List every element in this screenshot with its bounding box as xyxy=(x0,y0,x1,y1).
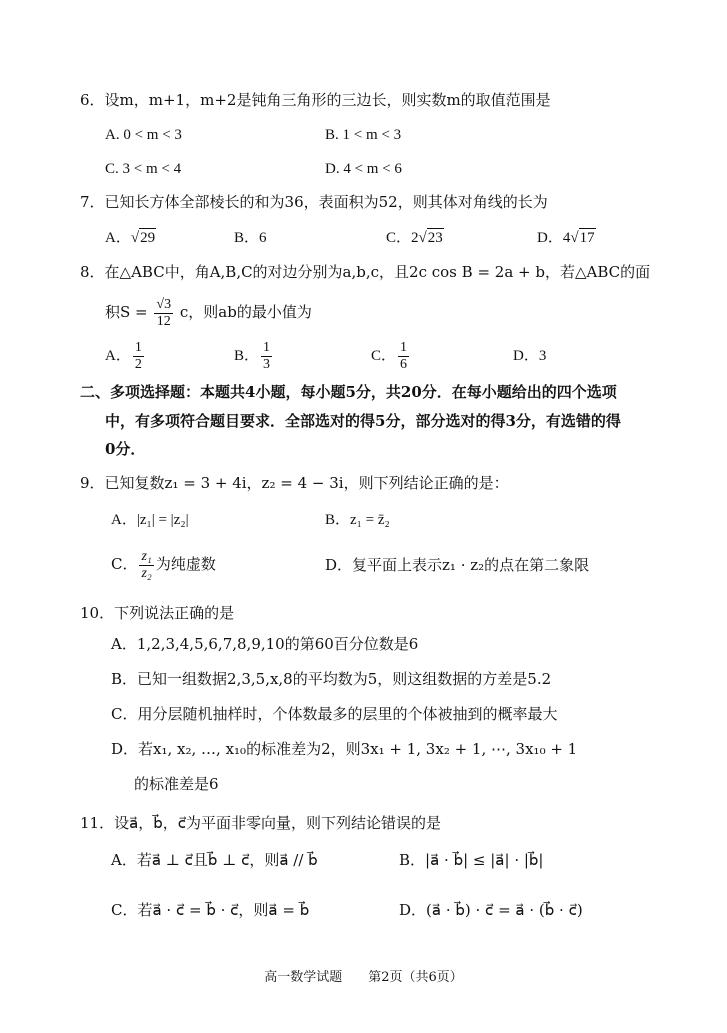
q10-option-d-line2: 的标准差是6 xyxy=(134,775,219,793)
q8-stem-line1: 8．在△ABC中，角A,B,C的对边分别为a,b,c，且2c cos B = 2a + b，若△ABC的面 xyxy=(80,263,651,281)
q10-option-c: C．用分层随机抽样时，个体数最多的层里的个体被抽到的概率最大 xyxy=(111,705,558,723)
q9-option-a: A．|z₁| = |z₂| xyxy=(111,512,189,528)
q7-stem: 7．已知长方体全部棱长的和为36，表面积为52，则其体对角线的长为 xyxy=(80,193,548,211)
q8-option-d: D．3 xyxy=(513,348,547,364)
section2-line1: 二、多项选择题：本题共4小题，每小题5分，共20分．在每小题给出的四个选项 xyxy=(80,383,617,401)
q10-option-d-line1: D．若x₁, x₂, …, x₁₀的标准差为2，则3x₁ + 1, 3x₂ + 1, ⋯, 3x₁₀ + 1 xyxy=(111,740,578,758)
q6-option-b: B. 1 < m < 3 xyxy=(325,127,402,143)
q11-option-c: C．若a⃗ · c⃗ = b⃗ · c⃗，则a⃗ = b⃗ xyxy=(111,901,310,919)
q10-option-b: B．已知一组数据2,3,5,x,8的平均数为5，则这组数据的方差是5.2 xyxy=(111,670,552,688)
page-footer: 高一数学试题 第2页（共6页） xyxy=(264,970,463,985)
q7-option-b: B．6 xyxy=(234,230,267,246)
q6-option-d: D. 4 < m < 6 xyxy=(325,161,402,177)
q8-stem-line2: 积S = $\frac{√3}{12}$ c，则ab的最小值为 xyxy=(105,296,312,329)
q6-stem: 6．设m，m+1，m+2是钝角三角形的三边长，则实数m的取值范围是 xyxy=(80,91,551,109)
section2-line3: 0分． xyxy=(105,440,146,458)
q11-option-d: D．(a⃗ · b⃗) · c⃗ = a⃗ · (b⃗ · c⃗) xyxy=(399,901,583,919)
q9-option-c: C． $\frac{\text{z₁}}{\text{z₂}}$ 为纯虚数 xyxy=(111,548,216,581)
q6-option-c: C. 3 < m < 4 xyxy=(105,161,182,177)
area-fraction: $\frac{√3}{12}$ xyxy=(156,296,172,329)
q8-option-a: A． $\frac{1}{2}$ xyxy=(105,340,142,373)
q9-option-b: B．z₁ = z̄₂ xyxy=(325,512,390,528)
q8-option-c: C． $\frac{1}{6}$ xyxy=(371,340,408,373)
q7-option-a: A．√29 xyxy=(105,230,156,246)
q9-option-d: D．复平面上表示z₁ · z₂的点在第二象限 xyxy=(325,556,590,574)
q7-option-d: D．4√17 xyxy=(537,230,595,246)
q11-option-b: B．|a⃗ · b⃗| ≤ |a⃗| · |b⃗| xyxy=(399,851,544,869)
q10-option-a: A．1,2,3,4,5,6,7,8,9,10的第60百分位数是6 xyxy=(111,635,419,653)
q11-option-a: A．若a⃗ ⊥ c⃗且b⃗ ⊥ c⃗，则a⃗ // b⃗ xyxy=(111,851,318,869)
q10-stem: 10．下列说法正确的是 xyxy=(80,604,235,622)
q9-stem: 9．已知复数z₁ = 3 + 4i，z₂ = 4 − 3i，则下列结论正确的是： xyxy=(80,474,509,492)
section2-line2: 中，有多项符合题目要求．全部选对的得5分，部分选对的得3分，有选错的得 xyxy=(105,412,621,430)
q8-option-b: B． $\frac{1}{3}$ xyxy=(234,340,271,373)
q6-option-a: A. 0 < m < 3 xyxy=(105,127,182,143)
q7-option-c: C．2√23 xyxy=(386,230,443,246)
q11-stem: 11．设a⃗，b⃗，c⃗为平面非零向量，则下列结论错误的是 xyxy=(80,814,442,832)
